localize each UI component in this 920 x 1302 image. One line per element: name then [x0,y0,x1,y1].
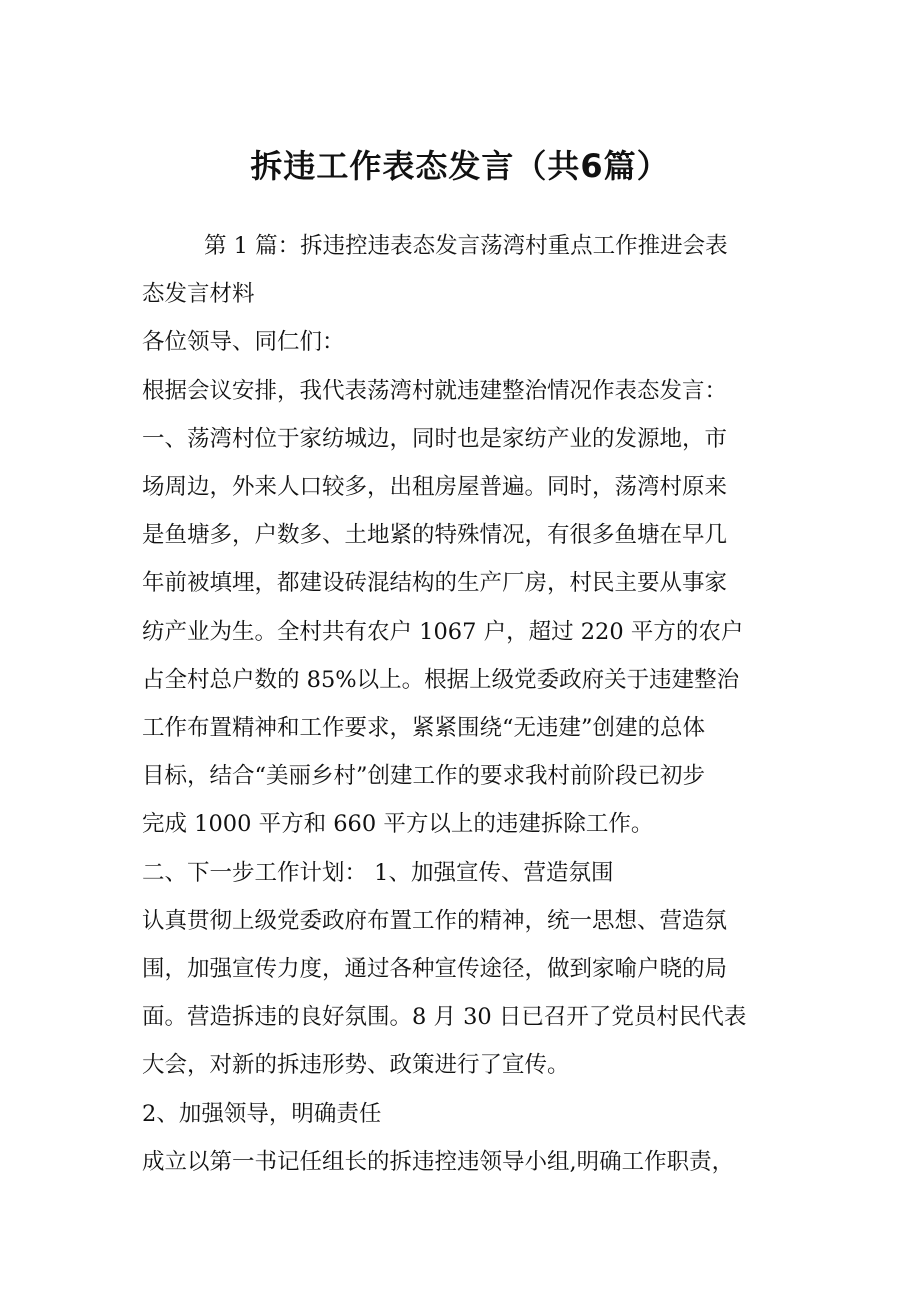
paragraph-line: 完成 1000 平方和 660 平方以上的违建拆除工作。 [142,811,654,838]
document-title: 拆违工作表态发言（共6篇） [250,147,670,185]
paragraph-line: 成立以第一书记任组长的拆违控违领导小组,明确工作职责， [142,1148,735,1175]
paragraph-line: 面。营造拆违的良好氛围。8 月 30 日已召开了党员村民代表 [142,1004,747,1031]
chapter-heading-line-1: 第 1 篇：拆违控违表态发言荡湾村重点工作推进会表 [204,233,728,259]
chapter-heading-line-2: 态发言材料 [142,281,255,308]
subsection-heading: 2、加强领导，明确责任 [142,1100,382,1127]
paragraph-line: 一、荡湾村位于家纺城边，同时也是家纺产业的发源地，市 [142,425,728,452]
paragraph-line: 根据会议安排，我代表荡湾村就违建整治情况作表态发言： [142,377,728,404]
paragraph-line: 认真贯彻上级党委政府布置工作的精神，统一思想、营造氛 [142,907,728,934]
paragraph-line: 大会，对新的拆违形势、政策进行了宣传。 [142,1052,570,1079]
paragraph-line: 是鱼塘多，户数多、土地紧的特殊情况，有很多鱼塘在早几 [142,522,728,549]
salutation: 各位领导、同仁们： [142,329,345,356]
paragraph-line: 工作布置精神和工作要求，紧紧围绕“无违建”创建的总体 [142,715,706,742]
paragraph-line: 纺产业为生。全村共有农户 1067 户，超过 220 平方的农户 [142,618,744,645]
paragraph-line: 围，加强宣传力度，通过各种宣传途径，做到家喻户晓的局 [142,956,728,983]
paragraph-line: 占全村总户数的 85%以上。根据上级党委政府关于违建整治 [142,666,740,693]
paragraph-line: 目标，结合“美丽乡村”创建工作的要求我村前阶段已初步 [142,763,706,790]
document-body [142,222,792,1186]
section-heading: 二、下一步工作计划： 1、加强宣传、营造氛围 [142,859,614,886]
paragraph-line: 年前被填埋，都建设砖混结构的生产厂房，村民主要从事家 [142,570,728,597]
paragraph-line: 场周边，外来人口较多，出租房屋普遍。同时，荡湾村原来 [142,474,728,501]
